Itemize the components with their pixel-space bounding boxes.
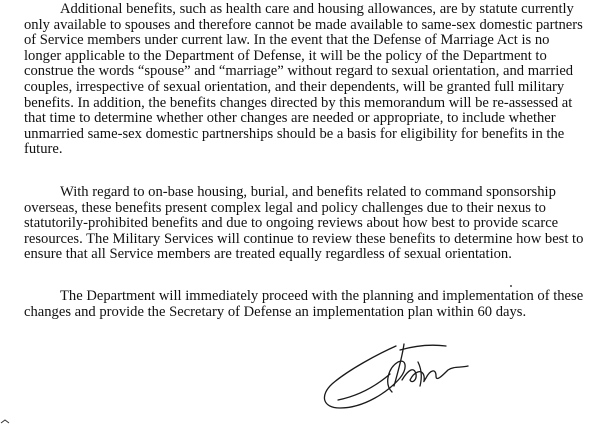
text-line: With regard to on-base housing, burial, and benefits related to command sponsorship [60, 184, 556, 200]
text-line: future. [24, 141, 63, 158]
text-line: resources. The Military Services will continue to review these benefits to determine how best to [24, 230, 584, 247]
text-line: longer applicable to the Department of Defense, it will be the policy of the Department to [24, 47, 547, 64]
text-line: statutorily-prohibited benefits and due to ongoing reviews about how best to provide scarce [24, 215, 559, 232]
text-line: of Service members under current law. In the event that the Defense of Marriage Act is no [24, 32, 550, 49]
handwritten-signature [318, 340, 478, 418]
text-line: that time to determine whether other changes are needed or appropriate, to include whether [24, 110, 556, 127]
paragraph-housing-burial [24, 185, 590, 263]
text-line: ensure that all Service members are treated equally regardless of sexual orientation. [24, 246, 512, 263]
text-line: The Department will immediately proceed with the planning and implementation of these [60, 288, 584, 304]
text-line: construe the words “spouse” and “marriage” without regard to sexual orientation, and married [24, 63, 574, 80]
paragraph-benefits-statute [24, 2, 590, 158]
text-line: couples, irrespective of sexual orientation, and their dependents, will be granted full military [24, 78, 565, 95]
paragraph-implementation-plan [24, 289, 590, 320]
text-line: Additional benefits, such as health care and housing allowances, are by statute currently [60, 1, 574, 17]
text-line: overseas, these benefits present complex legal and policy challenges due to their nexus to [24, 199, 546, 216]
page-edge-mark [0, 418, 10, 424]
text-line: changes and provide the Secretary of Defense an implementation plan within 60 days. [24, 303, 527, 320]
text-line: only available to spouses and therefore cannot be made available to same-sex domestic partners [24, 16, 583, 33]
text-line: unmarried same-sex domestic partnerships should be a basis for eligibility for benefits in the [24, 125, 565, 142]
scan-speck [510, 285, 512, 287]
text-line: benefits. In addition, the benefits changes directed by this memorandum will be re-assessed at [24, 94, 573, 111]
